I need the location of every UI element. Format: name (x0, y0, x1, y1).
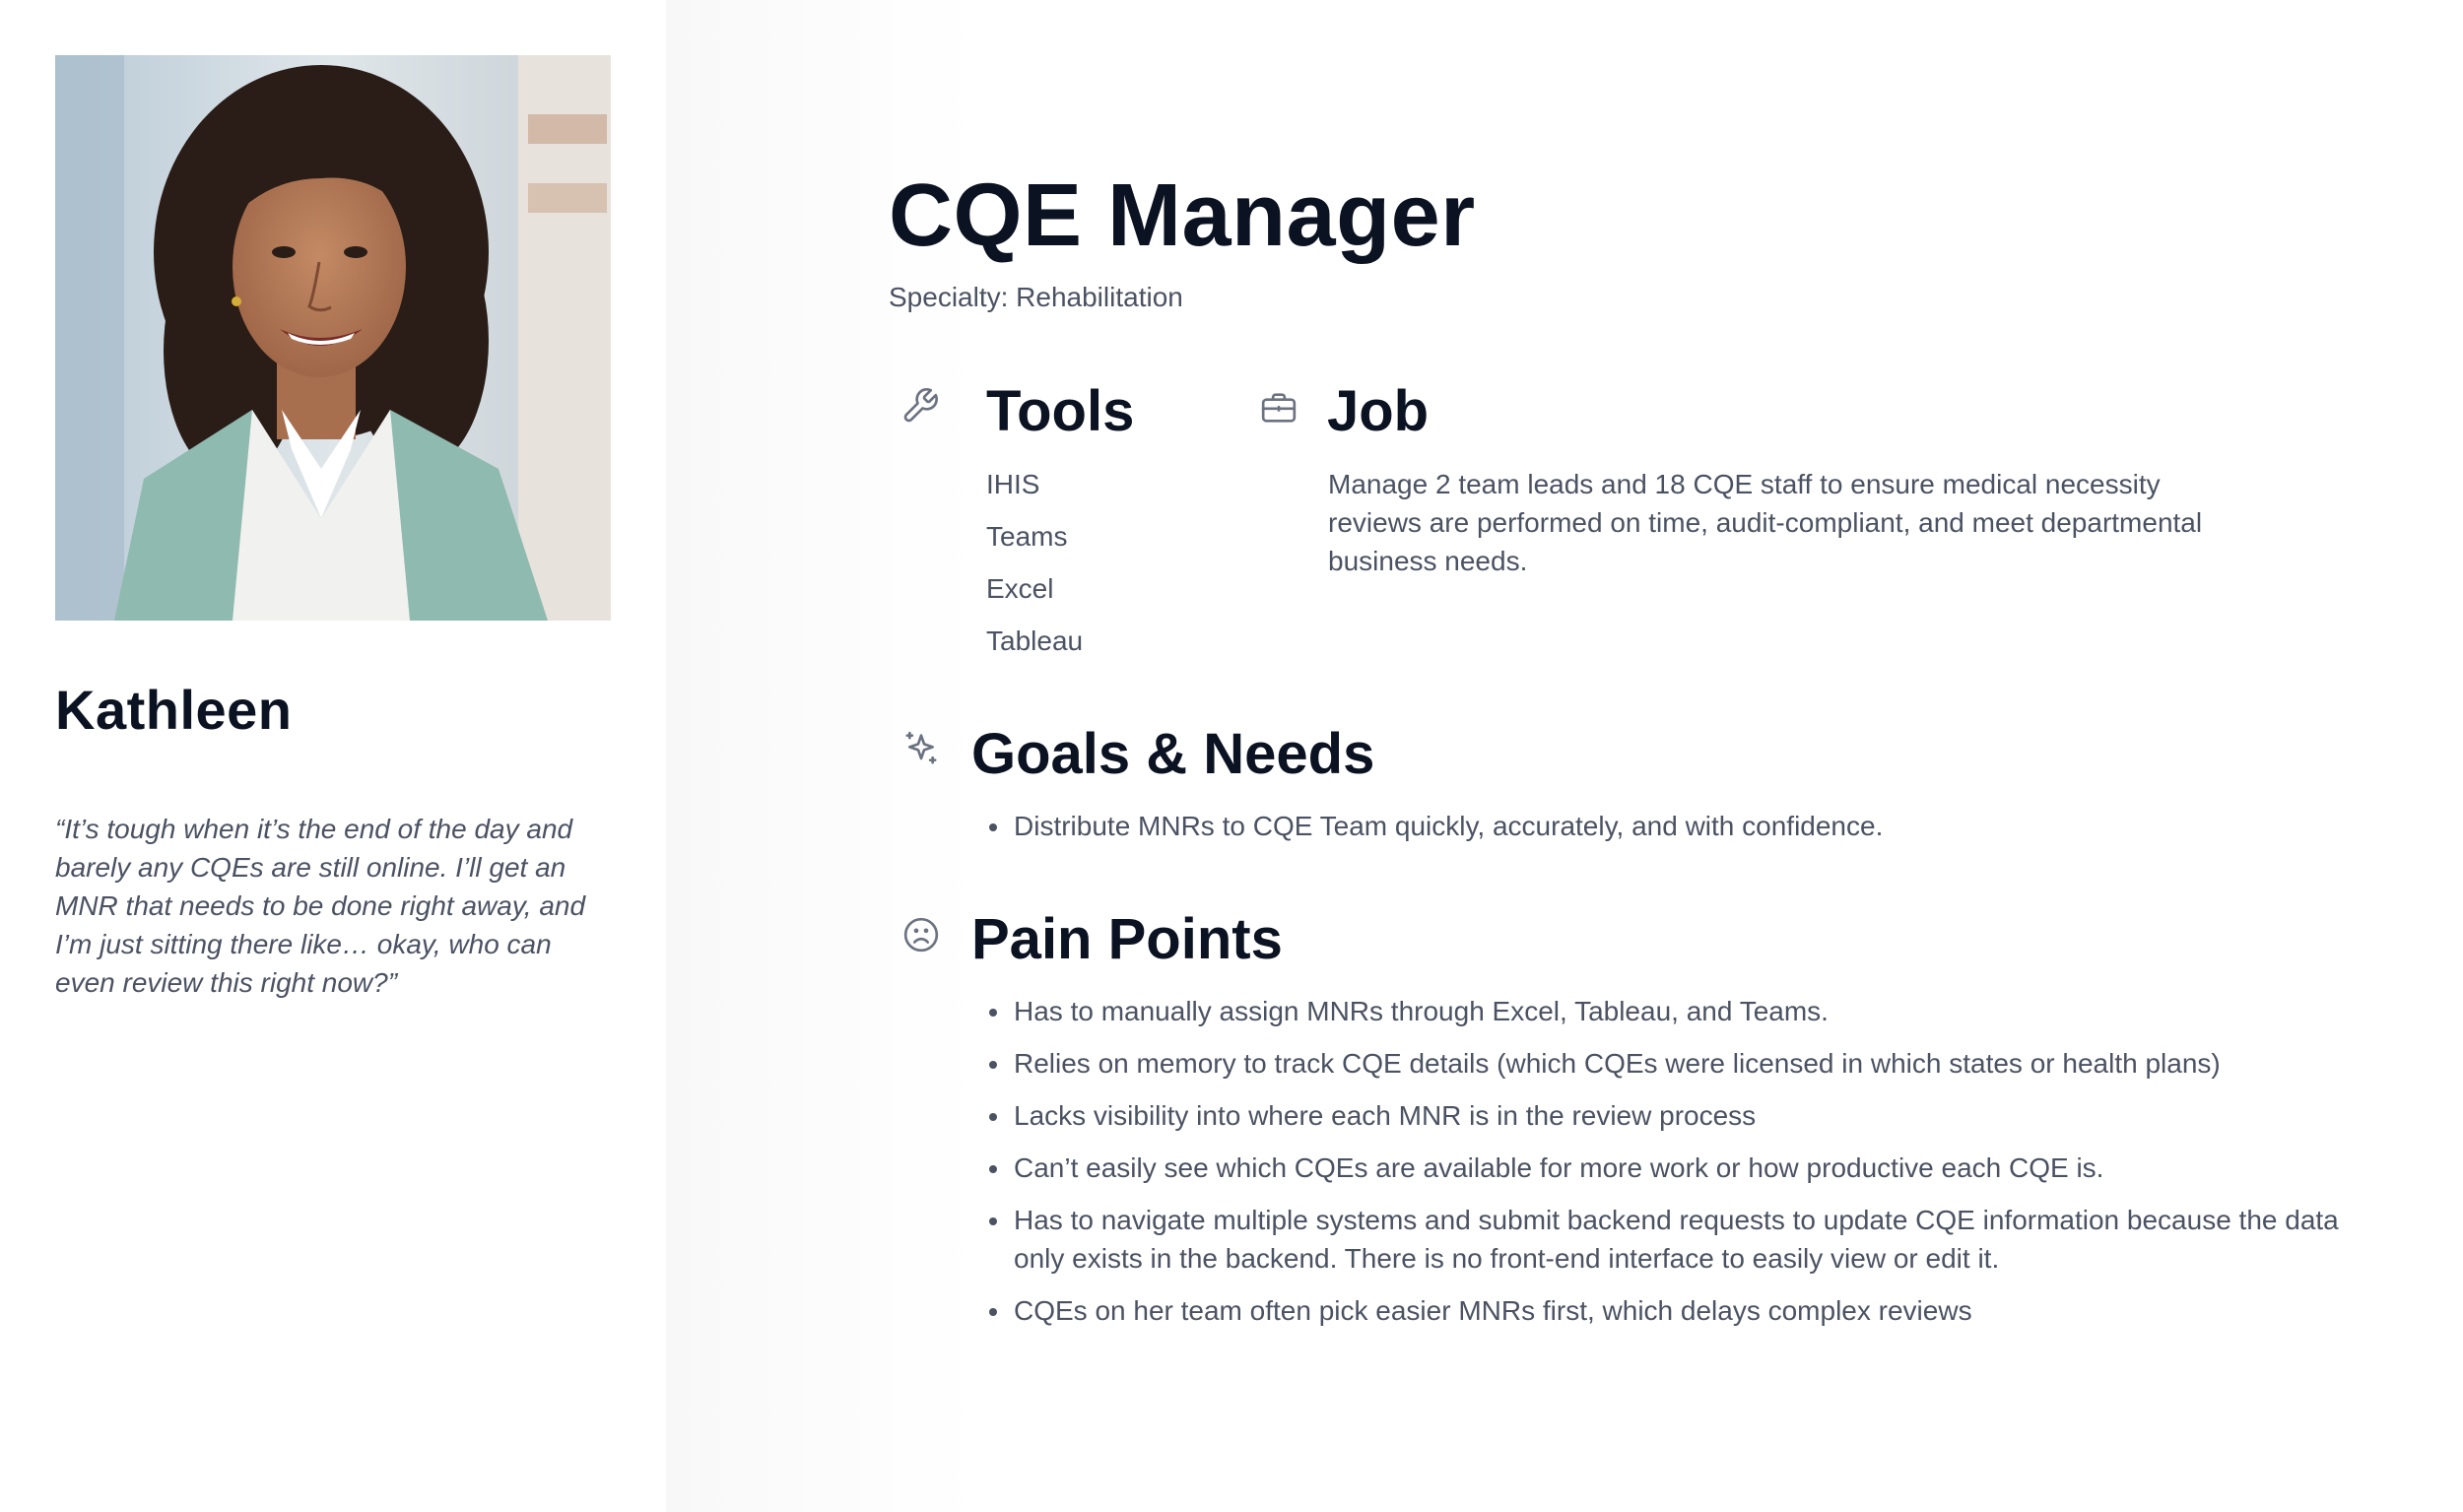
pain-point-item: Relies on memory to track CQE details (which CQEs were licensed in which states or health plans) (986, 1044, 2346, 1083)
wrench-icon (900, 386, 940, 426)
goals-heading: Goals & Needs (971, 722, 1375, 786)
persona-panel (0, 0, 666, 1512)
frown-face-icon (901, 915, 941, 954)
role-specialty: Specialty: Rehabilitation (889, 282, 1183, 312)
pain-point-item: Has to navigate multiple systems and submit backend requests to update CQE information because the data only exists in the backend. There is no front-end interface to easily view or edit it. (986, 1201, 2346, 1278)
pain-point-item: CQEs on her team often pick easier MNRs first, which delays complex reviews (986, 1291, 2346, 1330)
tool-item: Excel (986, 573, 1054, 604)
sparkles-icon (901, 729, 941, 768)
goals-list (986, 807, 2346, 859)
pain-points-heading: Pain Points (971, 907, 1283, 971)
persona-name: Kathleen (55, 679, 293, 741)
tool-item: Tableau (986, 625, 1084, 656)
briefcase-icon (1259, 388, 1298, 427)
goal-item: Distribute MNRs to CQE Team quickly, accurately, and with confidence. (986, 807, 2346, 845)
tools-heading: Tools (986, 379, 1135, 443)
job-heading: Job (1327, 379, 1430, 443)
persona-quote: “It’s tough when it’s the end of the day and barely any CQEs are still online. I’ll get an MNR that needs to be done right away, and I’m just sitting there like… okay, who can even review this right now?” (55, 814, 586, 998)
pain-point-item: Has to manually assign MNRs through Excel, Tableau, and Teams. (986, 992, 2346, 1030)
portrait-illustration (55, 55, 611, 621)
tool-item: IHIS (986, 469, 1040, 499)
persona-photo (55, 55, 611, 621)
tools-list (986, 467, 1083, 676)
tool-item: Teams (986, 521, 1068, 552)
pain-point-item: Lacks visibility into where each MNR is in the review process (986, 1096, 2346, 1135)
pain-points-list (986, 992, 2346, 1344)
pain-point-item: Can’t easily see which CQEs are available for more work or how productive each CQE is. (986, 1149, 2346, 1187)
job-description: Manage 2 team leads and 18 CQE staff to ensure medical necessity reviews are performed on time, audit-compliant, and meet departmental business needs. (1328, 469, 2203, 576)
role-title: CQE Manager (889, 166, 1476, 265)
